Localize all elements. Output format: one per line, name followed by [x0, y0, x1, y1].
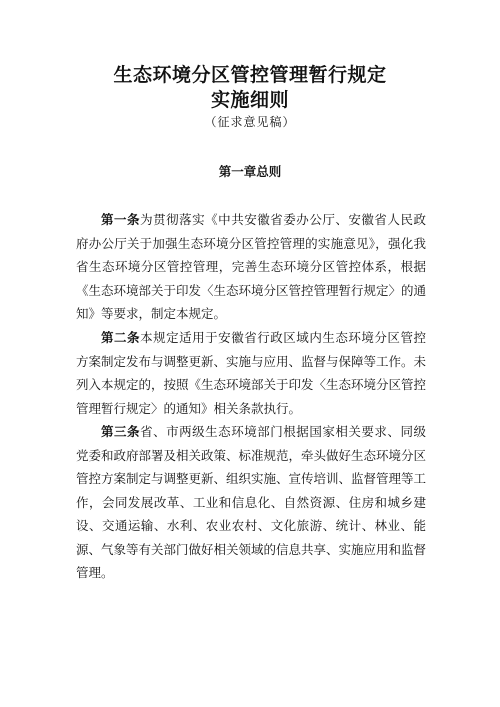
- chapter-heading: 第一章总则: [218, 164, 282, 179]
- document-subtitle: （征求意见稿）: [204, 115, 296, 129]
- article-3: [76, 420, 426, 585]
- article-1: [76, 208, 426, 326]
- document-title-line-1: 生态环境分区管控管理暂行规定: [113, 64, 387, 86]
- article-1-body: 为贯彻落实《中共安徽省委办公厅、安徽省人民政府办公厅关于加强生态环境分区管控管理的实施意见》，强化我省生态环境分区管控管理，完善生态环境分区管控体系，根据《生态环境部关于印发〈生态环境分区管控管理暂行规定〉的通知》等要求，制定本规定。: [76, 212, 427, 321]
- article-3-body: 省、市两级生态环境部门根据国家相关要求、同级党委和政府部署及相关政策、标准规范，牵头做好生态环境分区管控方案制定与调整更新、组织实施、宣传培训、监督管理等工作，会同发展改革、工业和信息化、自然资源、住房和城乡建设、交通运输、水利、农业农村、文化旅游、统计、林业、能源、气象等有关部门做好相关领域的信息共享、实施应用和监督管理。: [76, 424, 427, 580]
- document-title-line-2: 实施细则: [210, 89, 289, 111]
- article-2-body: 本规定适用于安徽省行政区域内生态环境分区管控方案制定发布与调整更新、实施与应用、监督与保障等工作。未列入本规定的，按照《生态环境部关于印发〈生态环境分区管控管理暂行规定〉的通知》相关条款执行。: [76, 330, 427, 416]
- article-1-heading: 第一条: [101, 212, 141, 227]
- article-3-heading: 第三条: [101, 424, 141, 439]
- article-2: [76, 326, 426, 420]
- article-2-heading: 第二条: [101, 330, 141, 345]
